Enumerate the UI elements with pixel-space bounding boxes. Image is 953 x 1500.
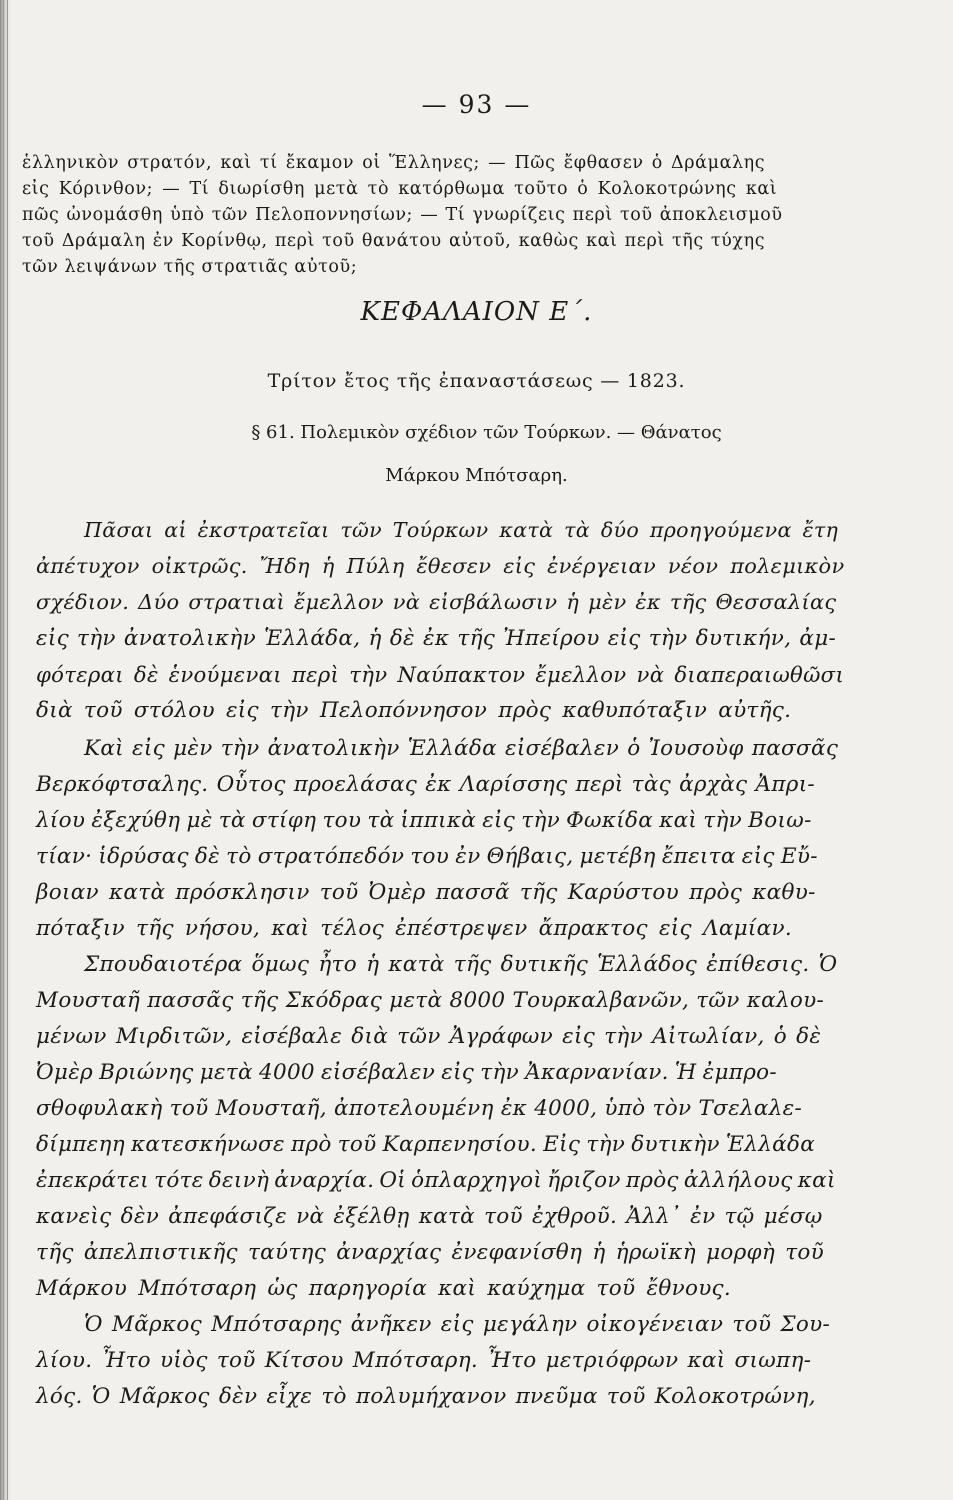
question-line: εἰς Κόρινθον; — Τί διωρίσθη μετὰ τὸ κατόρθωμα τοῦτο ὁ Κολοκοτρώνης καὶ — [22, 179, 778, 199]
body-line: ἐπεκράτει τότε δεινὴ ἀναρχία. Οἱ ὁπλαρχηγοὶ ἤριζον πρὸς ἀλλήλους καὶ — [36, 1168, 836, 1193]
body-line: εἰς τὴν ἀνατολικὴν Ἑλλάδα, ἡ δὲ ἐκ τῆς Ἠπείρου εἰς τὴν δυτικήν, ἀμ- — [36, 626, 837, 651]
section-heading-continued: Μάρκου Μπότσαρη. — [385, 465, 568, 486]
body-line: λός. Ὁ Μᾶρκος δὲν εἶχε τὸ πολυμήχανον πνεῦμα τοῦ Κολοκοτρώνη, — [36, 1384, 816, 1409]
body-line: τῆς ἀπελπιστικῆς ταύτης ἀναρχίας ἐνεφανίσθη ἡ ἡρωϊκὴ μορφὴ τοῦ — [36, 1240, 825, 1265]
chapter-title: ΚΕΦΑΛΑΙΟΝ Ε΄. — [360, 297, 593, 327]
page-number: — 93 — — [421, 90, 532, 119]
body-line: κανεὶς δὲν ἀπεφάσιζε νὰ ἐξέλθῃ κατὰ τοῦ ἐχθροῦ. Ἀλλ᾽ ἐν τῷ μέσῳ — [36, 1204, 823, 1229]
body-line: τίαν· ἱδρύσας δὲ τὸ στρατόπεδόν του ἐν Θήβαις, μετέβη ἔπειτα εἰς Εὔ- — [36, 844, 818, 869]
body-line: ἀπέτυχον οἰκτρῶς. Ἤδη ἡ Πύλη ἔθεσεν εἰς ἐνέργειαν νέον πολεμικὸν — [36, 554, 845, 578]
body-line: Ὁ Μᾶρκος Μπότσαρης ἀνῆκεν εἰς μεγάλην οἰκογένειαν τοῦ Σου- — [84, 1312, 831, 1337]
body-line: δίμπεηη κατεσκήνωσε πρὸ τοῦ Καρπενησίου. Εἰς τὴν δυτικὴν Ἑλλάδα — [36, 1132, 816, 1157]
spine-line — [3, 0, 4, 1500]
body-line: Ὀμὲρ Βριώνης μετὰ 4000 εἰσέβαλεν εἰς τὴν Ἀκαρνανίαν. Ἡ ἐμπρο- — [36, 1060, 777, 1085]
body-line: Σπουδαιοτέρα ὅμως ἦτο ἡ κατὰ τῆς δυτικῆς Ἑλλάδος ἐπίθεσις. Ὁ — [84, 952, 838, 977]
body-line: Πᾶσαι αἱ ἐκστρατεῖαι τῶν Τούρκων κατὰ τὰ δύο προηγούμενα ἔτη — [84, 518, 839, 542]
section-heading: § 61. Πολεμικὸν σχέδιον τῶν Τούρκων. — Θάνατος — [251, 422, 722, 443]
question-line: πῶς ὠνομάσθη ὑπὸ τῶν Πελοποννησίων; — Τί γνωρίζεις περὶ τοῦ ἀποκλεισμοῦ — [22, 205, 783, 225]
spine-line — [7, 0, 8, 1500]
body-line: Μουσταῆ πασσᾶς τῆς Σκόδρας μετὰ 8000 Τουρκαλβανῶν, τῶν καλου- — [36, 988, 825, 1013]
book-spine-shadow — [0, 0, 12, 1500]
review-questions — [22, 150, 830, 280]
question-line: τῶν λειψάνων τῆς στρατιᾶς αὐτοῦ; — [22, 257, 358, 277]
body-line: πόταξιν τῆς νήσου, καὶ τέλος ἐπέστρεψεν ἄπρακτος εἰς Λαμίαν. — [36, 916, 792, 941]
body-line: βοιαν κατὰ πρόσκλησιν τοῦ Ὀμὲρ πασσᾶ τῆς Καρύστου πρὸς καθυ- — [36, 880, 816, 905]
body-line: λίου. Ἦτο υἱὸς τοῦ Κίτσου Μπότσαρη. Ἦτο μετριόφρων καὶ σιωπη- — [36, 1348, 812, 1373]
question-line: ἑλληνικὸν στρατόν, καὶ τί ἔκαμον οἱ Ἕλληνες; — Πῶς ἔφθασεν ὁ Δράμαλης — [22, 153, 766, 173]
body-line: Καὶ εἰς μὲν τὴν ἀνατολικὴν Ἑλλάδα εἰσέβαλεν ὁ Ἰουσοὺφ πασσᾶς — [84, 736, 839, 761]
question-line: τοῦ Δράμαλη ἐν Κορίνθῳ, περὶ τοῦ θανάτου αὐτοῦ, καθὼς καὶ περὶ τῆς τύχης — [22, 231, 766, 251]
body-line: φότεραι δὲ ἑνούμεναι περὶ τὴν Ναύπακτον ἔμελλον νὰ διαπεραιωθῶσι — [36, 662, 845, 687]
body-line: λίου ἐξεχύθη μὲ τὰ στίφη του τὰ ἱππικὰ εἰς τὴν Φωκίδα καὶ τὴν Βοιω- — [36, 808, 812, 833]
body-line: σχέδιον. Δύο στρατιαὶ ἔμελλον νὰ εἰσβάλωσιν ἡ μὲν ἐκ τῆς Θεσσαλίας — [36, 590, 837, 614]
body-line: διὰ τοῦ στόλου εἰς τὴν Πελοπόννησον πρὸς καθυπόταξιν αὐτῆς. — [36, 698, 792, 723]
body-line: Μάρκου Μπότσαρη ὡς παρηγορία καὶ καύχημα τοῦ ἔθνους. — [36, 1276, 732, 1301]
chapter-subtitle: Τρίτον ἔτος τῆς ἐπαναστάσεως — 1823. — [267, 370, 686, 392]
body-line: Βερκόφτσαλης. Οὗτος προελάσας ἐκ Λαρίσσης περὶ τὰς ἀρχὰς Ἀπρι- — [36, 772, 815, 797]
body-line: σθοφυλακὴ τοῦ Μουσταῆ, ἀποτελουμένη ἐκ 4000, ὑπὸ τὸν Τσελαλε- — [36, 1096, 803, 1121]
body-line: μένων Μιρδιτῶν, εἰσέβαλε διὰ τῶν Ἀγράφων εἰς τὴν Αἰτωλίαν, ὁ δὲ — [36, 1024, 822, 1049]
